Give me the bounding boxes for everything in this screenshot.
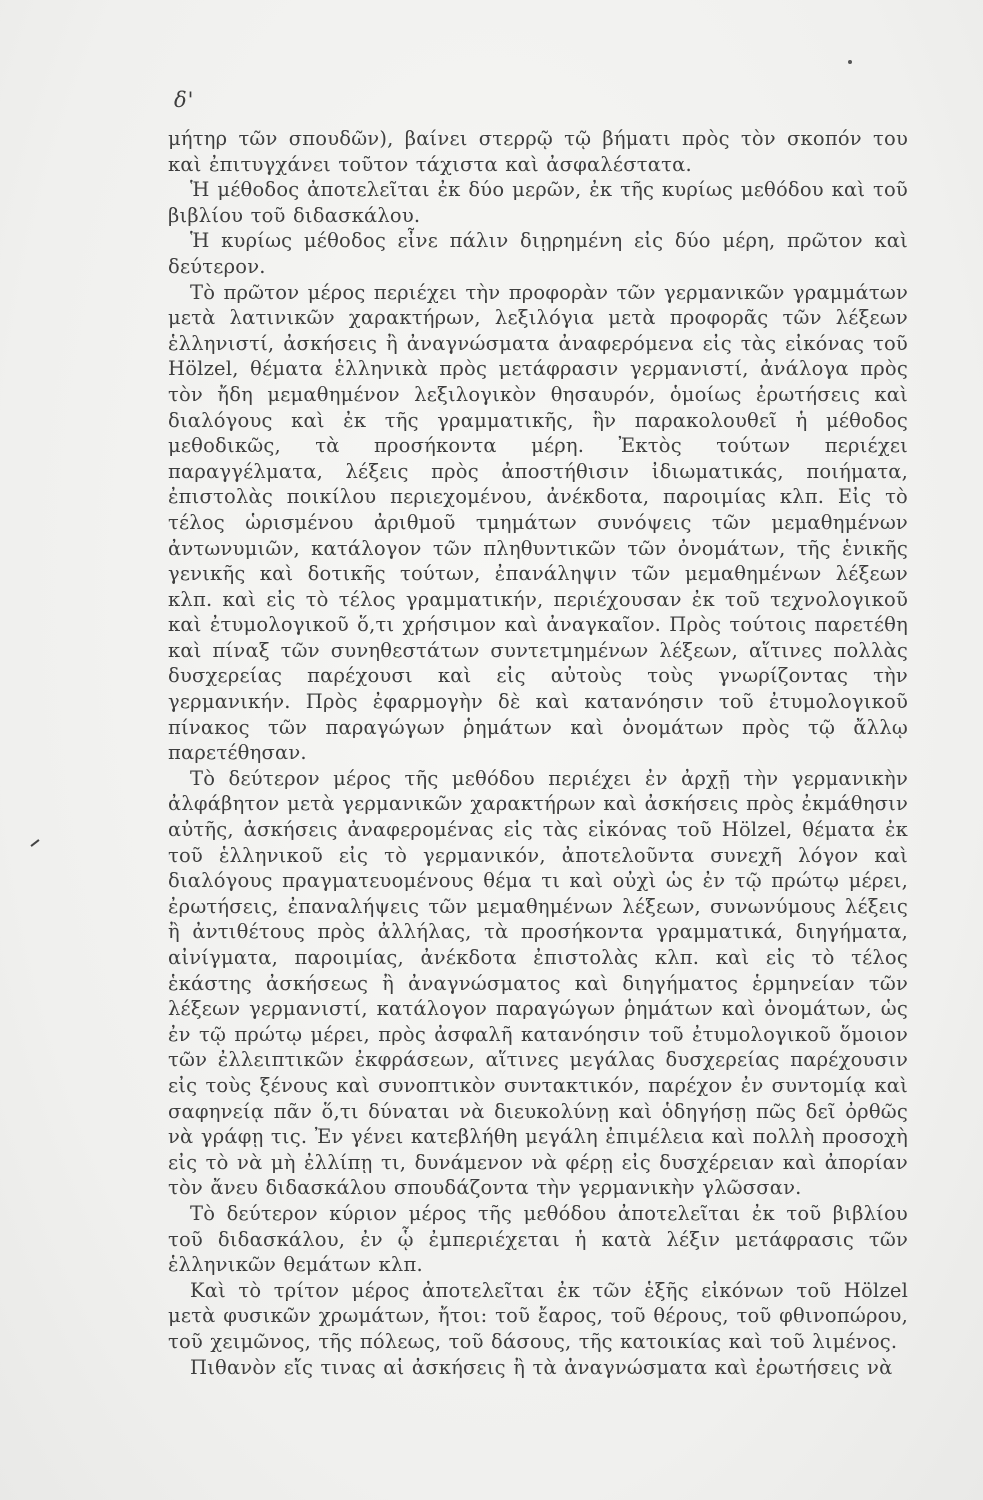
page-number: δ' — [174, 88, 195, 112]
body-text — [168, 126, 908, 1380]
paragraph-second-part: Τὸ δεύτερον μέρος τῆς μεθόδου περιέχει ἐν ἀρχῇ τὴν γερμανικὴν ἀλφάβητον μετὰ γερμανικῶν χαρακτήρων καὶ ἀσκήσεις πρὸς ἐκμάθησιν αὐτῆς, ἀσκήσεις ἀναφερομένας εἰς τὰς εἰκόνας τοῦ Hölzel, θέματα ἐκ τοῦ ἑλληνικοῦ εἰς τὸ γερμανικόν, ἀποτελοῦντα συνεχῆ λόγον καὶ διαλόγους πραγματευομένους θέμα τι καὶ οὐχὶ ὡς ἐν τῷ πρώτῳ μέρει, ἐρωτήσεις, ἐπαναλήψεις τῶν μεμαθημένων λέξεων, συνωνύμους λέξεις ἢ ἀντιθέτους πρὸς ἀλλήλας, τὰ προσήκοντα γραμματικά, διηγήματα, αἰνίγματα, παροιμίας, ἀνέκδοτα ἐπιστολὰς κλπ. καὶ εἰς τὸ τέλος ἑκάστης ἀσκήσεως ἢ ἀναγνώσματος καὶ διηγήματος ἑρμηνείαν τῶν λέξεων γερμανιστί, κατάλογον παραγώγων ῥημάτων καὶ ὀνομάτων, ὡς ἐν τῷ πρώτῳ μέρει, πρὸς ἀσφαλῆ κατανόησιν τοῦ ἐτυμολογικοῦ ὅμοιον τῶν ἐλλειπτικῶν ἐκφράσεων, αἵτινες μεγάλας δυσχερείας παρέχουσιν εἰς τοὺς ξένους καὶ συνοπτικὸν συντακτικόν, παρέχον ἐν συντομίᾳ καὶ σαφηνείᾳ πᾶν ὅ,τι δύναται νὰ διευκολύνῃ καὶ ὁδηγήσῃ πῶς δεῖ ὀρθῶς νὰ γράφῃ τις. Ἐν γένει κατεβλήθη μεγάλη ἐπιμέλεια καὶ πολλὴ προσοχὴ εἰς τὸ νὰ μὴ ἐλλίπῃ τι, δυνάμενον νὰ φέρῃ εἰς δυσχέρειαν καὶ ἀπορίαν τὸν ἄνευ διδασκάλου σπουδάζοντα τὴν γερμανικὴν γλῶσσαν. — [168, 766, 908, 1200]
paragraph-final-line: Πιθανὸν εἴς τινας αἱ ἀσκήσεις ἢ τὰ ἀναγνώσματα καὶ ἐρωτήσεις νὰ — [190, 1355, 893, 1379]
margin-pencil-mark — [30, 839, 39, 847]
paragraph-teacher-book: Τὸ δεύτερον κύριον μέρος τῆς μεθόδου ἀποτελεῖται ἐκ τοῦ βιβλίου τοῦ διδασκάλου, ἐν ᾧ ἐμπεριέχεται ἡ κατὰ λέξιν μετάφρασις τῶν ἑλληνικῶν θεμάτων κλπ. — [168, 1201, 908, 1277]
ink-speck — [848, 60, 852, 64]
paragraph-method-parts: Ἡ μέθοδος ἀποτελεῖται ἐκ δύο μερῶν, ἐκ τῆς κυρίως μεθόδου καὶ τοῦ βιβλίου τοῦ διδασκάλου. — [168, 178, 908, 227]
paragraph-third-part: Καὶ τὸ τρίτον μέρος ἀποτελεῖται ἐκ τῶν ἑξῆς εἰκόνων τοῦ Hölzel μετὰ φυσικῶν χρωμάτων, ἤτοι: τοῦ ἔαρος, τοῦ θέρους, τοῦ φθινοπώρου, τοῦ χειμῶνος, τῆς πόλεως, τοῦ δάσους, τῆς κατοικίας καὶ τοῦ λιμένος. — [168, 1278, 908, 1353]
paragraph-continuation: μήτηρ τῶν σπουδῶν), βαίνει στερρῷ τῷ βήματι πρὸς τὸν σκοπόν του καὶ ἐπιτυγχάνει τοῦτον τάχιστα καὶ ἀσφαλέστατα. — [168, 127, 908, 176]
paragraph-first-part: Τὸ πρῶτον μέρος περιέχει τὴν προφορὰν τῶν γερμανικῶν γραμμάτων μετὰ λατινικῶν χαρακτήρων, λεξιλόγια μετὰ προφορᾶς τῶν λέξεων ἑλληνιστί, ἀσκήσεις ἢ ἀναγνώσματα ἀναφερόμενα εἰς τὰς εἰκόνας τοῦ Hölzel, θέματα ἑλληνικὰ πρὸς μετάφρασιν γερμανιστί, ἀνάλογα πρὸς τὸν ἤδη μεμαθημένον λεξιλογικὸν θησαυρόν, ὁμοίως ἐρωτήσεις καὶ διαλόγους καὶ ἐκ τῆς γραμματικῆς, ἣν παρακολουθεῖ ἡ μέθοδος μεθοδικῶς, τὰ προσήκοντα μέρη. Ἐκτὸς τούτων περιέχει παραγγέλματα, λέξεις πρὸς ἀποστήθισιν ἰδιωματικάς, ποιήματα, ἐπιστολὰς ποικίλου περιεχομένου, ἀνέκδοτα, παροιμίας κλπ. Εἰς τὸ τέλος ὡρισμένου ἀριθμοῦ τμημάτων συνόψεις τῶν μεμαθημένων ἀντωνυμιῶν, κατάλογον τῶν πληθυντικῶν τῶν ὀνομάτων, τῆς ἑνικῆς γενικῆς καὶ δοτικῆς τούτων, ἐπανάληψιν τῶν μεμαθημένων λέξεων κλπ. καὶ εἰς τὸ τέλος γραμματικήν, περιέχουσαν ἐκ τοῦ τεχνολογικοῦ καὶ ἐτυμολογικοῦ ὅ,τι χρήσιμον καὶ ἀναγκαῖον. Πρὸς τούτοις παρετέθη καὶ πίναξ τῶν συνηθεστάτων συντετμημένων λέξεων, αἵτινες πολλὰς δυσχερείας παρέχουσι καὶ εἰς αὐτοὺς τοὺς γνωρίζοντας τὴν γερμανικήν. Πρὸς ἐφαρμογὴν δὲ καὶ κατανόησιν τοῦ ἐτυμολογικοῦ πίνακος τῶν παραγώγων ῥημάτων καὶ ὀνομάτων πρὸς τῷ ἄλλῳ παρετέθησαν. — [168, 280, 908, 765]
paragraph-main-method: Ἡ κυρίως μέθοδος εἶνε πάλιν διῃρημένη εἰς δύο μέρη, πρῶτον καὶ δεύτερον. — [168, 229, 908, 278]
